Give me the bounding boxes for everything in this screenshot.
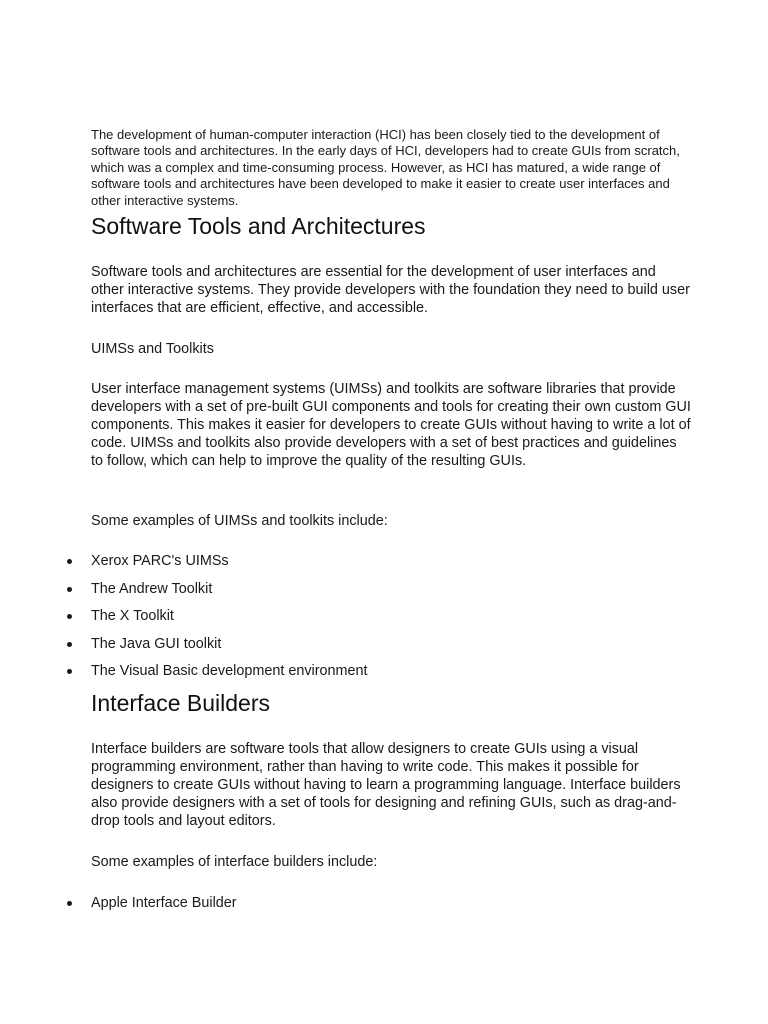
subheading-uimss-toolkits: UIMSs and Toolkits bbox=[91, 341, 214, 357]
section-heading-interface-builders: Interface Builders bbox=[91, 690, 270, 716]
bullet-icon bbox=[67, 901, 72, 906]
section-heading-software-tools: Software Tools and Architectures bbox=[91, 213, 426, 239]
uims-examples-intro: Some examples of UIMSs and toolkits include: bbox=[91, 513, 388, 529]
list-item bbox=[0, 894, 768, 922]
interface-builders-paragraph: Interface builders are software tools that allow designers to create GUIs using a visual programming environment, rather than having to write code. This makes it possible for designers to create GUIs without having to learn a programming language. Interface builders also provide designers with a set of tools for designing and refining GUIs, such as drag-and-drop tools and layout editors. bbox=[91, 741, 681, 829]
bullet-icon bbox=[67, 614, 72, 619]
interface-builders-examples-intro: Some examples of interface builders include: bbox=[91, 854, 378, 870]
list-item bbox=[0, 635, 768, 663]
list-item bbox=[0, 580, 768, 608]
intro-paragraph: The development of human-computer interaction (HCI) has been closely tied to the development of software tools and architectures. In the early days of HCI, developers had to create GUIs from scratch, which was a complex and time-consuming process. However, as HCI has matured, a wide range of software tools and architectures have been developed to make it easier to create user interfaces and other interactive systems. bbox=[91, 127, 680, 208]
list-item-text: Apple Interface Builder bbox=[91, 895, 237, 911]
list-item bbox=[0, 662, 768, 690]
list-item-text: The Visual Basic development environment bbox=[91, 663, 368, 679]
list-item bbox=[0, 552, 768, 580]
list-item-text: The Andrew Toolkit bbox=[91, 580, 213, 597]
bullet-icon bbox=[67, 642, 72, 647]
uims-examples-list bbox=[0, 552, 768, 690]
software-tools-paragraph: Software tools and architectures are essential for the development of user interfaces and other interactive systems. They provide developers with the foundation they need to build user interfaces that are efficient, effective, and accessible. bbox=[91, 264, 690, 316]
list-item bbox=[0, 607, 768, 635]
interface-builders-list bbox=[0, 894, 768, 922]
bullet-icon bbox=[67, 587, 72, 592]
bullet-icon bbox=[67, 669, 72, 674]
list-item-text: Xerox PARC's UIMSs bbox=[91, 553, 229, 569]
list-item-text: The Java GUI toolkit bbox=[91, 635, 222, 652]
uims-paragraph: User interface management systems (UIMSs) and toolkits are software libraries that provide developers with a set of pre-built GUI components and tools for creating their own custom GUI components. This makes it easier for developers to create GUIs without having to write a lot of code. UIMSs and toolkits also provide developers with a set of best practices and guidelines to follow, which can help to improve the quality of the resulting GUIs. bbox=[91, 381, 691, 469]
bullet-icon bbox=[67, 559, 72, 564]
list-item-text: The X Toolkit bbox=[91, 608, 174, 624]
